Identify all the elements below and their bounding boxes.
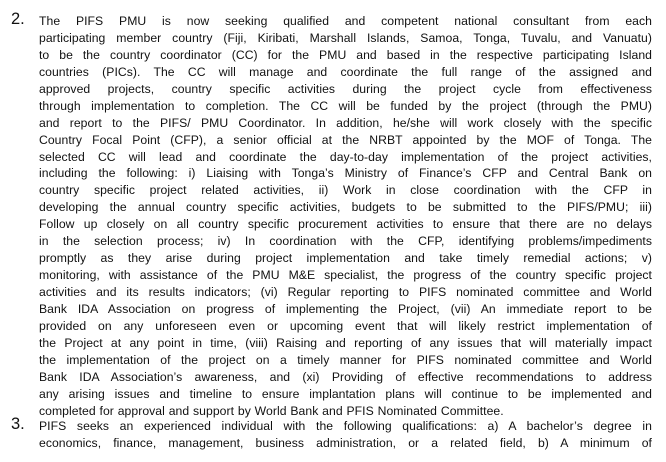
paragraph-number: 3. bbox=[11, 415, 25, 433]
text-line: Bank IDA Association on progress of implementing the Project, (vii) An immediate report to be bbox=[39, 301, 652, 316]
text-line: economics, finance, management, business administration, or a related field, b) A minimum of bbox=[39, 435, 652, 450]
paragraph-text bbox=[39, 418, 652, 452]
text-line: completed for approval and support by World Bank and PFIS Nominated Committee. bbox=[39, 403, 504, 418]
text-line: country specific project related activities, ii) Work in close coordination with the CFP in bbox=[39, 183, 652, 198]
text-line: selected CC will lead and coordinate the day-to-day implementation of the project activities, bbox=[39, 149, 652, 164]
text-line: and report to the PIFS/ PMU Coordinator. In addition, he/she will work closely with the specific bbox=[39, 115, 652, 130]
text-line: PIFS seeks an experienced individual with the following qualifications: a) A bachelor’s degree in bbox=[39, 419, 652, 433]
text-line: Bank IDA Association’s awareness, and (xi) Providing of effective recommendations to address bbox=[39, 369, 652, 384]
text-line: activities and its results indicators; (vi) Regular reporting to PIFS nominated committee and World bbox=[39, 285, 652, 299]
paragraph-number: 2. bbox=[11, 10, 25, 28]
text-line: through implementation to completion. The CC will be funded by the project (through the PMU) bbox=[39, 98, 652, 113]
paragraph-text bbox=[39, 13, 652, 420]
text-line: participating member country (Fiji, Kiribati, Marshall Islands, Samoa, Tonga, Tuvalu, and Vanuatu) bbox=[39, 30, 652, 45]
text-line: any arising issues and timeline to ensure implantation plans will continue to be implemented and bbox=[39, 386, 652, 401]
text-line: including the following: i) Liaising with Tonga’s Ministry of Finance’s CFP and Central Bank on bbox=[39, 166, 652, 181]
text-line: monitoring, with assistance of the PMU M&E specialist, the progress of the country specific project bbox=[39, 268, 652, 283]
text-line: Follow up closely on all country specific procurement activities to ensure that there are no delays bbox=[39, 217, 652, 232]
text-line: provided on any unforeseen even or upcoming event that will likely restrict implementation of bbox=[39, 318, 652, 333]
text-line: promptly as they arise during project implementation and take timely remedial actions; v) bbox=[39, 251, 652, 266]
text-line: in the selection process; iv) In coordination with the CFP, identifying problems/impediments bbox=[39, 234, 652, 249]
text-line: approved projects, country specific activities during the project cycle from effectiveness bbox=[39, 81, 652, 96]
text-line: the implementation of the project on a timely manner for PIFS nominated committee and World bbox=[39, 352, 652, 367]
text-line: countries (PICs). The CC will manage and coordinate the full range of the assigned and bbox=[39, 64, 652, 79]
text-line: the Project at any point in time, (viii) Raising and reporting of any issues that will materially impact bbox=[39, 335, 652, 350]
text-line: Country Focal Point (CFP), a senior official at the NRBT appointed by the MOF of Tonga. The bbox=[39, 132, 652, 147]
text-line: The PIFS PMU is now seeking qualified and competent national consultant from each bbox=[39, 14, 652, 28]
text-line: developing the annual country specific activities, budgets to be submitted to the PIFS/PMU; iii) bbox=[39, 200, 652, 215]
text-line: to be the country coordinator (CC) for the PMU and based in the respective participating Island bbox=[39, 47, 652, 62]
